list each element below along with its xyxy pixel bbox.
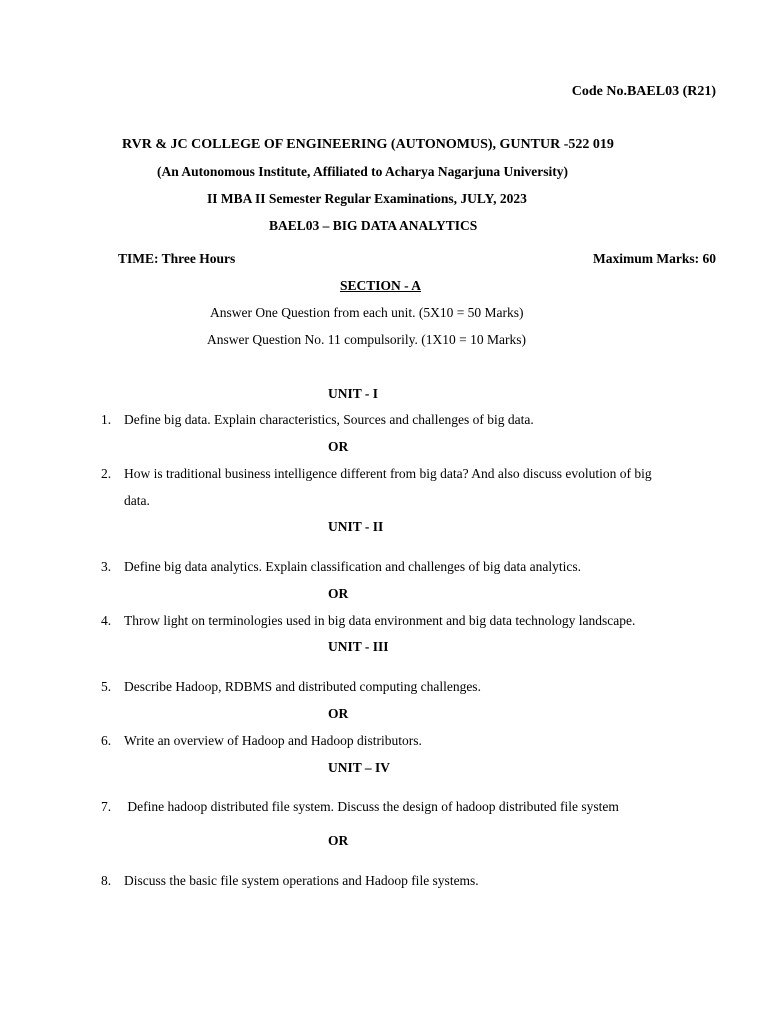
question-text: Discuss the basic file system operations and Hadoop file systems. (124, 873, 479, 888)
section-title: SECTION - A (340, 278, 422, 293)
college-name: RVR & JC COLLEGE OF ENGINEERING (AUTONOMUS), GUNTUR -522 019 (122, 137, 614, 152)
unit-title: UNIT - II (328, 519, 384, 534)
code-number: Code No.BAEL03 (R21) (571, 84, 716, 99)
subject-title: BAEL03 – BIG DATA ANALYTICS (269, 218, 478, 233)
question-text: Define hadoop distributed file system. Discuss the design of hadoop distributed file system (124, 799, 619, 814)
unit-title: UNIT - I (328, 386, 379, 401)
question-text: How is traditional business intelligence different from big data? And also discuss evolution of big (124, 466, 652, 481)
or-separator: OR (328, 833, 349, 848)
exam-time: TIME: Three Hours (118, 251, 236, 266)
exam-title: II MBA II Semester Regular Examinations, JULY, 2023 (207, 191, 527, 206)
question-number: 1. (101, 412, 112, 427)
question-number: 3. (101, 559, 112, 574)
question-text: Throw light on terminologies used in big data environment and big data technology landscape. (124, 613, 636, 628)
question-number: 4. (101, 613, 112, 628)
or-separator: OR (328, 586, 349, 601)
question-number: 7. (101, 799, 112, 814)
unit-title: UNIT – IV (328, 760, 391, 775)
question-text: Define big data analytics. Explain classification and challenges of big data analytics. (124, 559, 581, 574)
affiliation: (An Autonomous Institute, Affiliated to Acharya Nagarjuna University) (157, 164, 569, 179)
question-number: 8. (101, 873, 112, 888)
section-instruction: Answer One Question from each unit. (5X10 = 50 Marks) (210, 305, 524, 320)
question-text: Write an overview of Hadoop and Hadoop distributors. (124, 733, 422, 748)
question-number: 2. (101, 466, 112, 481)
question-number: 5. (101, 679, 112, 694)
question-text: Describe Hadoop, RDBMS and distributed computing challenges. (124, 679, 481, 694)
or-separator: OR (328, 439, 349, 454)
or-separator: OR (328, 706, 349, 721)
unit-title: UNIT - III (328, 639, 389, 654)
question-number: 6. (101, 733, 112, 748)
question-text: Define big data. Explain characteristics, Sources and challenges of big data. (124, 412, 534, 427)
question-text-continued: data. (124, 493, 150, 508)
section-instruction: Answer Question No. 11 compulsorily. (1X10 = 10 Marks) (207, 332, 526, 347)
max-marks: Maximum Marks: 60 (593, 251, 716, 266)
